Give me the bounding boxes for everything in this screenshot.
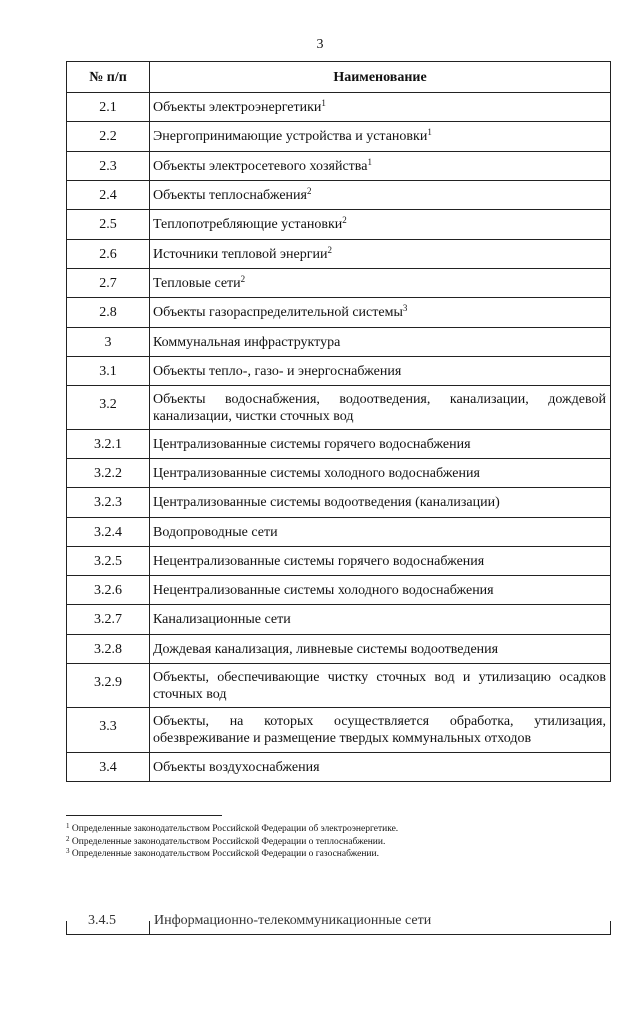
row-number: 2.6 bbox=[67, 240, 150, 269]
row-name-cell bbox=[150, 430, 611, 459]
table-row bbox=[67, 664, 611, 708]
row-name-cell bbox=[150, 518, 611, 547]
footnote-text: Определенные законодательством Российской Федерации о газоснабжении. bbox=[71, 849, 379, 859]
row-name: Централизованные системы холодного водоснабжения bbox=[153, 465, 480, 481]
footnote-text: Определенные законодательством Российской Федерации об электроэнергетике. bbox=[71, 824, 399, 834]
table-row bbox=[67, 605, 611, 635]
bleed-through-num: 3.4.5 bbox=[88, 913, 116, 928]
row-name: Объекты, обеспечивающие чистку сточных вод и утилизацию осадков сточных вод bbox=[153, 669, 606, 702]
row-name: Объекты теплоснабжения bbox=[153, 187, 307, 203]
table-row bbox=[67, 576, 611, 605]
registry-table bbox=[66, 61, 611, 782]
row-name-cell bbox=[150, 386, 611, 430]
table-row bbox=[67, 152, 611, 181]
bleed-through-row bbox=[66, 913, 611, 935]
row-name: Объекты воздухоснабжения bbox=[153, 759, 320, 775]
row-name: Канализационные сети bbox=[153, 612, 291, 627]
row-number: 3.2.2 bbox=[67, 459, 150, 488]
footnote-ref: 2 bbox=[342, 215, 347, 225]
row-number: 3.3 bbox=[67, 708, 150, 753]
row-number: 2.4 bbox=[67, 181, 150, 210]
row-number: 2.1 bbox=[67, 93, 150, 122]
footnote bbox=[66, 836, 606, 849]
row-name-cell bbox=[150, 240, 611, 269]
row-number: 3.2.1 bbox=[67, 430, 150, 459]
table-row bbox=[67, 181, 611, 210]
table-row bbox=[67, 269, 611, 298]
page-number: 3 bbox=[316, 37, 324, 52]
row-number: 3.2.6 bbox=[67, 576, 150, 605]
row-name-cell bbox=[150, 210, 611, 240]
row-number: 2.7 bbox=[67, 269, 150, 298]
table-row bbox=[67, 328, 611, 357]
row-name: Дождевая канализация, ливневые системы водоотведения bbox=[153, 641, 499, 657]
table-header-row bbox=[67, 62, 611, 93]
row-number: 3.2.3 bbox=[67, 488, 150, 518]
table-row bbox=[67, 210, 611, 240]
row-name: Объекты тепло-, газо- и энергоснабжения bbox=[153, 363, 402, 379]
row-number: 3.4 bbox=[67, 753, 150, 782]
row-name: Объекты водоснабжения, водоотведения, канализации, дождевой канализации, чистки сточных вод bbox=[153, 391, 606, 424]
row-number: 3.2.9 bbox=[67, 664, 150, 708]
row-name: Объекты газораспределительной системы bbox=[153, 305, 403, 320]
row-name: Энергопринимающие устройства и установки bbox=[153, 129, 428, 144]
row-name-cell bbox=[150, 459, 611, 488]
footnote-mark: 2 bbox=[66, 834, 70, 843]
table-row bbox=[67, 547, 611, 576]
row-number: 2.3 bbox=[67, 152, 150, 181]
header-num: № п/п bbox=[67, 62, 150, 93]
row-number: 2.8 bbox=[67, 298, 150, 328]
table-row bbox=[67, 122, 611, 152]
row-name-cell bbox=[150, 664, 611, 708]
table-row bbox=[67, 386, 611, 430]
table-row bbox=[67, 635, 611, 664]
row-name-cell bbox=[150, 708, 611, 753]
row-number: 3.2.8 bbox=[67, 635, 150, 664]
row-number: 3.2.7 bbox=[67, 605, 150, 635]
row-name: Централизованные системы горячего водоснабжения bbox=[153, 436, 471, 452]
table-row bbox=[67, 753, 611, 782]
footnote-text: Определенные законодательством Российской Федерации о теплоснабжении. bbox=[71, 836, 386, 847]
row-name-cell bbox=[150, 488, 611, 518]
bleed-through-name: Информационно-телекоммуникационные сети bbox=[154, 913, 432, 928]
footnote-ref: 1 bbox=[427, 127, 432, 137]
table-row bbox=[67, 298, 611, 328]
footnotes bbox=[66, 823, 606, 861]
table-row bbox=[67, 93, 611, 122]
row-name-cell bbox=[150, 576, 611, 605]
row-name: Коммунальная инфраструктура bbox=[153, 334, 341, 350]
row-name-cell bbox=[150, 298, 611, 328]
row-name: Теплопотребляющие установки bbox=[153, 217, 343, 232]
row-name: Объекты электроэнергетики bbox=[153, 99, 322, 115]
row-name-cell bbox=[150, 93, 611, 122]
row-number: 3.2.5 bbox=[67, 547, 150, 576]
footnote-ref: 3 bbox=[402, 303, 408, 313]
footnote-ref: 1 bbox=[367, 156, 372, 167]
footnote-ref: 1 bbox=[321, 97, 326, 108]
row-name: Водопроводные сети bbox=[153, 524, 278, 540]
row-number: 3.2 bbox=[67, 386, 150, 430]
row-name: Объекты электросетевого хозяйства bbox=[153, 158, 368, 174]
row-name: Нецентрализованные системы горячего водоснабжения bbox=[153, 553, 485, 569]
table-row bbox=[67, 240, 611, 269]
row-name-cell bbox=[150, 547, 611, 576]
footnote-ref: 2 bbox=[327, 244, 332, 255]
row-name-cell bbox=[150, 122, 611, 152]
row-name: Тепловые сети bbox=[153, 275, 241, 291]
table-row bbox=[67, 708, 611, 753]
table-row bbox=[67, 357, 611, 386]
row-number: 2.2 bbox=[67, 122, 150, 152]
footnote bbox=[66, 848, 606, 861]
footnote-ref: 2 bbox=[306, 185, 312, 196]
row-name-cell bbox=[150, 181, 611, 210]
row-name-cell bbox=[150, 753, 611, 782]
row-name: Источники тепловой энергии bbox=[153, 246, 328, 262]
table-row bbox=[67, 518, 611, 547]
row-number: 3.1 bbox=[67, 357, 150, 386]
row-name: Объекты, на которых осуществляется обработка, утилизация, обезвреживание и размещение твердых коммунальных отходов bbox=[153, 714, 606, 746]
row-number: 2.5 bbox=[67, 210, 150, 240]
footnote-mark: 1 bbox=[66, 822, 70, 830]
footnote-ref: 2 bbox=[240, 273, 246, 284]
row-name-cell bbox=[150, 605, 611, 635]
table-row bbox=[67, 430, 611, 459]
row-name-cell bbox=[150, 152, 611, 181]
footnote-mark: 3 bbox=[66, 847, 70, 855]
table-row bbox=[67, 488, 611, 518]
row-number: 3.2.4 bbox=[67, 518, 150, 547]
footnote-rule bbox=[66, 815, 222, 816]
row-number: 3 bbox=[67, 328, 150, 357]
footnote bbox=[66, 823, 606, 836]
table-row bbox=[67, 459, 611, 488]
row-name-cell bbox=[150, 357, 611, 386]
row-name-cell bbox=[150, 328, 611, 357]
row-name-cell bbox=[150, 635, 611, 664]
row-name: Нецентрализованные системы холодного водоснабжения bbox=[153, 582, 494, 598]
row-name-cell bbox=[150, 269, 611, 298]
row-name: Централизованные системы водоотведения (канализации) bbox=[153, 495, 500, 510]
header-name: Наименование bbox=[150, 62, 611, 93]
